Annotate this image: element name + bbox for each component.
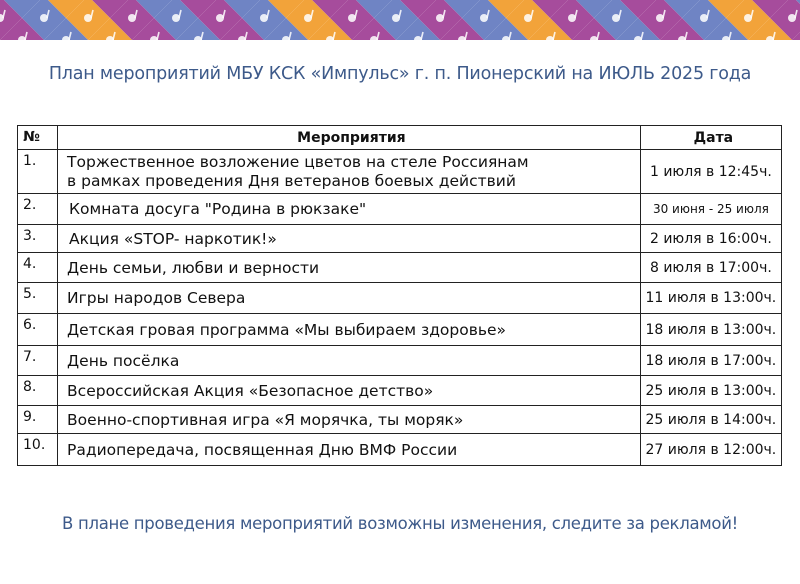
row-date: 1 июля в 12:45ч.: [640, 150, 781, 194]
row-num: 5.: [18, 283, 58, 314]
row-event: Радиопередача, посвященная Дню ВМФ России: [58, 434, 641, 466]
table-header-row: [18, 126, 782, 150]
row-event: День посёлка: [58, 346, 641, 376]
runner-icon: [84, 14, 92, 22]
banner-edge: [0, 40, 800, 48]
header-date: Дата: [640, 126, 781, 150]
row-event: Акция «STOP- наркотик!»: [58, 225, 641, 253]
row-num: 9.: [18, 406, 58, 434]
dancer-icon: [172, 14, 180, 22]
events-table: [17, 125, 782, 466]
table-row: [18, 376, 782, 406]
row-num: 10.: [18, 434, 58, 466]
row-date: 25 июля в 14:00ч.: [640, 406, 781, 434]
dancer-icon: [700, 14, 708, 22]
row-event: Всероссийская Акция «Безопасное детство»: [58, 376, 641, 406]
table-row: [18, 225, 782, 253]
drama-mask-icon: [392, 14, 400, 22]
table-row: [18, 346, 782, 376]
music-note-icon: [480, 14, 488, 22]
music-note-icon: [304, 14, 312, 22]
row-num: 1.: [18, 150, 58, 194]
row-date: 8 июля в 17:00ч.: [640, 253, 781, 283]
row-date: 30 июня - 25 июля: [640, 194, 781, 225]
row-date: 25 июля в 13:00ч.: [640, 376, 781, 406]
row-date: 11 июля в 13:00ч.: [640, 283, 781, 314]
table-row: [18, 150, 782, 194]
drama-mask-icon: [216, 14, 224, 22]
page-title: План мероприятий МБУ КСК «Импульс» г. п. Пионерский на ИЮЛЬ 2025 года: [48, 64, 752, 84]
header-num: №: [18, 126, 58, 150]
row-num: 2.: [18, 194, 58, 225]
header-name: Мероприятия: [58, 126, 641, 150]
row-num: 7.: [18, 346, 58, 376]
table-row: [18, 434, 782, 466]
runner-icon: [260, 14, 268, 22]
music-note-icon: [656, 14, 664, 22]
row-num: 3.: [18, 225, 58, 253]
table-row: [18, 253, 782, 283]
row-date: 2 июля в 16:00ч.: [640, 225, 781, 253]
row-num: 4.: [18, 253, 58, 283]
dancer-icon: [524, 14, 532, 22]
row-date: 18 июля в 13:00ч.: [640, 314, 781, 346]
row-event: Торжественное возложение цветов на стеле Россиянам в рамках проведения Дня ветеранов боевых действий: [58, 150, 641, 194]
row-event: Детская гровая программа «Мы выбираем здоровье»: [58, 314, 641, 346]
table-row: [18, 194, 782, 225]
row-date: 18 июля в 17:00ч.: [640, 346, 781, 376]
row-num: 8.: [18, 376, 58, 406]
footer-note: В плане проведения мероприятий возможны изменения, следите за рекламой!: [62, 514, 738, 533]
row-event: День семьи, любви и верности: [58, 253, 641, 283]
decorative-banner: [0, 0, 800, 48]
drama-mask-icon: [568, 14, 576, 22]
row-event: Военно-спортивная игра «Я морячка, ты моряк»: [58, 406, 641, 434]
table-row: [18, 283, 782, 314]
runner-icon: [436, 14, 444, 22]
row-num: 6.: [18, 314, 58, 346]
row-event: Комната досуга "Родина в рюкзаке": [58, 194, 641, 225]
banner-pattern: [0, 0, 800, 48]
drama-mask-icon: [40, 14, 48, 22]
row-date: 27 июля в 12:00ч.: [640, 434, 781, 466]
music-note-icon: [128, 14, 136, 22]
table-row: [18, 314, 782, 346]
row-event: Игры народов Севера: [58, 283, 641, 314]
dancer-icon: [348, 14, 356, 22]
table-row: [18, 406, 782, 434]
runner-icon: [612, 14, 620, 22]
drama-mask-icon: [744, 14, 752, 22]
runner-icon: [788, 14, 796, 22]
